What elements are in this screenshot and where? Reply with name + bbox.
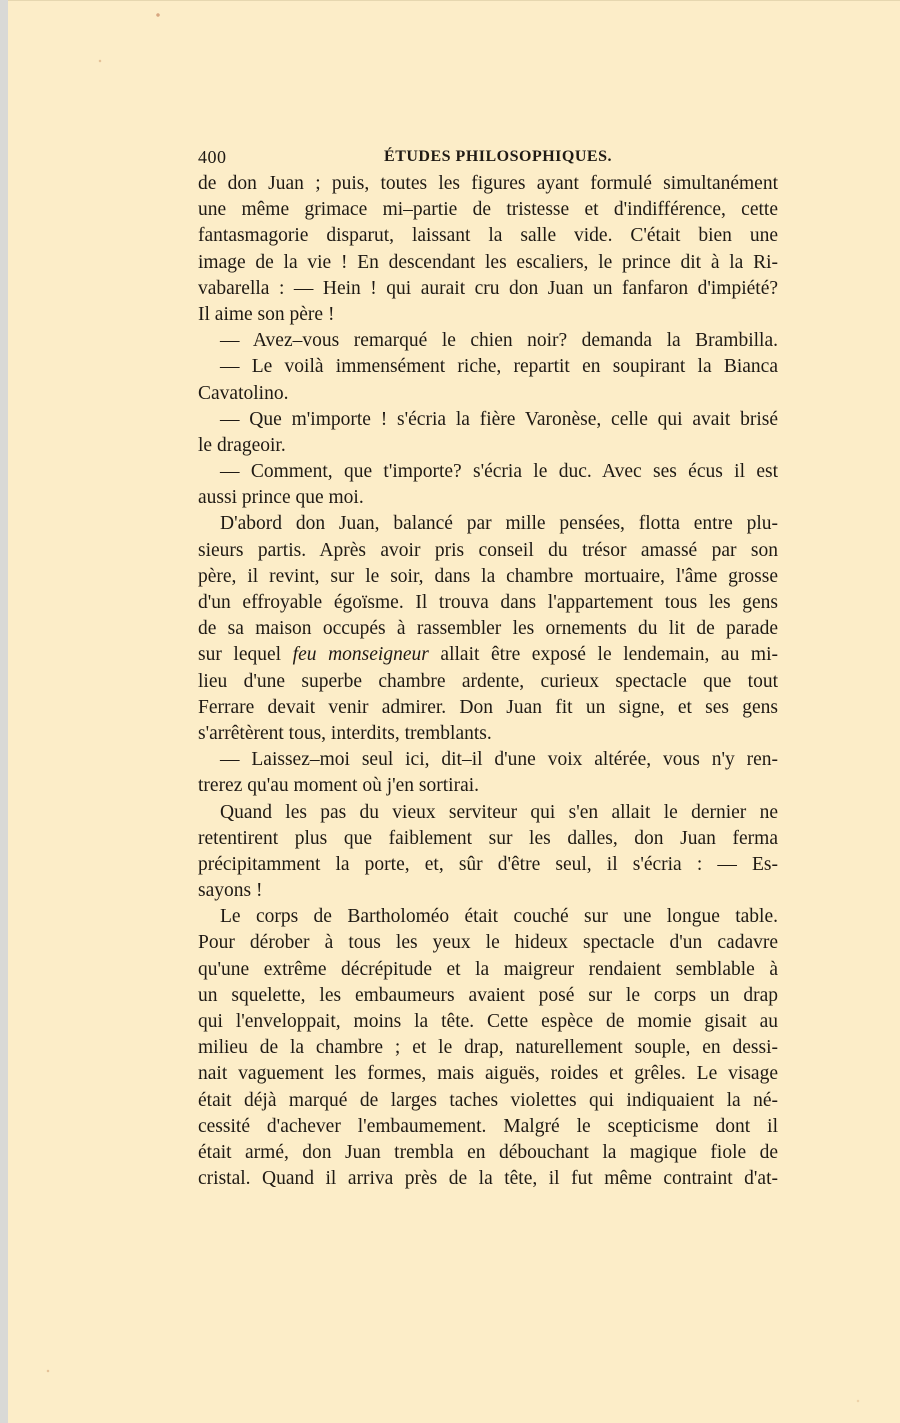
text-line: nait vaguement les formes, mais aiguës, roides et grêles. Le visage (198, 1063, 778, 1085)
page-number: 400 (198, 147, 227, 167)
text-line: Pour dérober à tous les yeux le hideux spectacle d'un cadavre (198, 932, 778, 954)
text-line: qui l'enveloppait, moins la tête. Cette espèce de momie gisait au (198, 1011, 778, 1032)
text-line: Ferrare devait venir admirer. Don Juan fit un signe, et ses gens (198, 696, 778, 718)
text-line: aussi prince que moi. (198, 487, 364, 509)
text-line (198, 642, 778, 668)
text-line: vabarella : — Hein ! qui aurait cru don Juan un fanfaron d'impiété? (198, 277, 778, 299)
text-line: retentirent plus que faiblement sur les dalles, don Juan ferma (198, 827, 778, 849)
text-line: D'abord don Juan, balancé par mille pensées, flotta entre plu- (220, 513, 778, 535)
text-line: sieurs partis. Après avoir pris conseil du trésor amassé par son (198, 539, 778, 561)
text-block (198, 143, 778, 1192)
book-page (8, 0, 900, 1423)
text-line: s'arrêtèrent tous, interdits, tremblants. (198, 722, 492, 744)
text-line: le drageoir. (198, 434, 286, 456)
running-title: ÉTUDES PHILOSOPHIQUES. (384, 148, 612, 165)
text-line: précipitamment la porte, et, sûr d'être seul, il s'écria : — Es- (198, 853, 778, 875)
text-line: de sa maison occupés à rassembler les ornements du lit de parade (198, 618, 778, 640)
text-line: cristal. Quand il arriva près de la tête, il fut même contraint d'at- (198, 1168, 778, 1190)
text-line: Le corps de Bartholoméo était couché sur une longue table. (220, 906, 778, 928)
text-line: père, il revint, sur le soir, dans la chambre mortuaire, l'âme grosse (198, 565, 778, 587)
text-line: un squelette, les embaumeurs avaient posé sur le corps un drap (198, 984, 778, 1006)
text-line: de don Juan ; puis, toutes les figures ayant formulé simultanément (198, 173, 778, 194)
text-line: image de la vie ! En descendant les escaliers, le prince dit à la Ri- (198, 251, 778, 273)
text-line: — Que m'importe ! s'écria la fière Varonèse, celle qui avait brisé (220, 408, 778, 430)
text-line: Cavatolino. (198, 382, 289, 404)
text-line: une même grimace mi–partie de tristesse et d'indifférence, cette (198, 199, 778, 221)
body-text (198, 171, 778, 1192)
text-line: cessité d'achever l'embaumement. Malgré le scepticisme dont il (198, 1115, 778, 1137)
text-line: sayons ! (198, 880, 263, 902)
text-line: — Le voilà immensément riche, repartit en soupirant la Bianca (220, 356, 778, 378)
text-line: — Laissez–moi seul ici, dit–il d'une voix altérée, vous n'y ren- (220, 749, 778, 771)
text-line: trerez qu'au moment où j'en sortirai. (198, 775, 480, 797)
text-line: — Avez–vous remarqué le chien noir? demanda la Brambilla. (220, 330, 778, 352)
text-segment: sur lequel (198, 644, 293, 666)
text-line: milieu de la chambre ; et le drap, naturellement souple, en dessi- (198, 1037, 778, 1059)
text-line: était armé, don Juan trembla en débouchant la magique fiole de (198, 1141, 778, 1163)
text-line: fantasmagorie disparut, laissant la salle vide. C'était bien une (198, 225, 778, 247)
text-line: Il aime son père ! (198, 303, 335, 325)
text-segment: allait être exposé le lendemain, au mi- (428, 644, 778, 666)
text-line: qu'une extrême décrépitude et la maigreur rendaient semblable à (198, 958, 778, 980)
text-line: lieu d'une superbe chambre ardente, curieux spectacle que tout (198, 670, 778, 692)
text-line: était déjà marqué de larges taches violettes qui indiquaient la né- (198, 1089, 778, 1111)
italic-text: feu monseigneur (292, 644, 429, 666)
running-head (198, 143, 778, 171)
text-line: Quand les pas du vieux serviteur qui s'en allait le dernier ne (220, 801, 778, 823)
text-line: d'un effroyable égoïsme. Il trouva dans l'appartement tous les gens (198, 592, 778, 613)
text-line: — Comment, que t'importe? s'écria le duc. Avec ses écus il est (220, 461, 778, 483)
